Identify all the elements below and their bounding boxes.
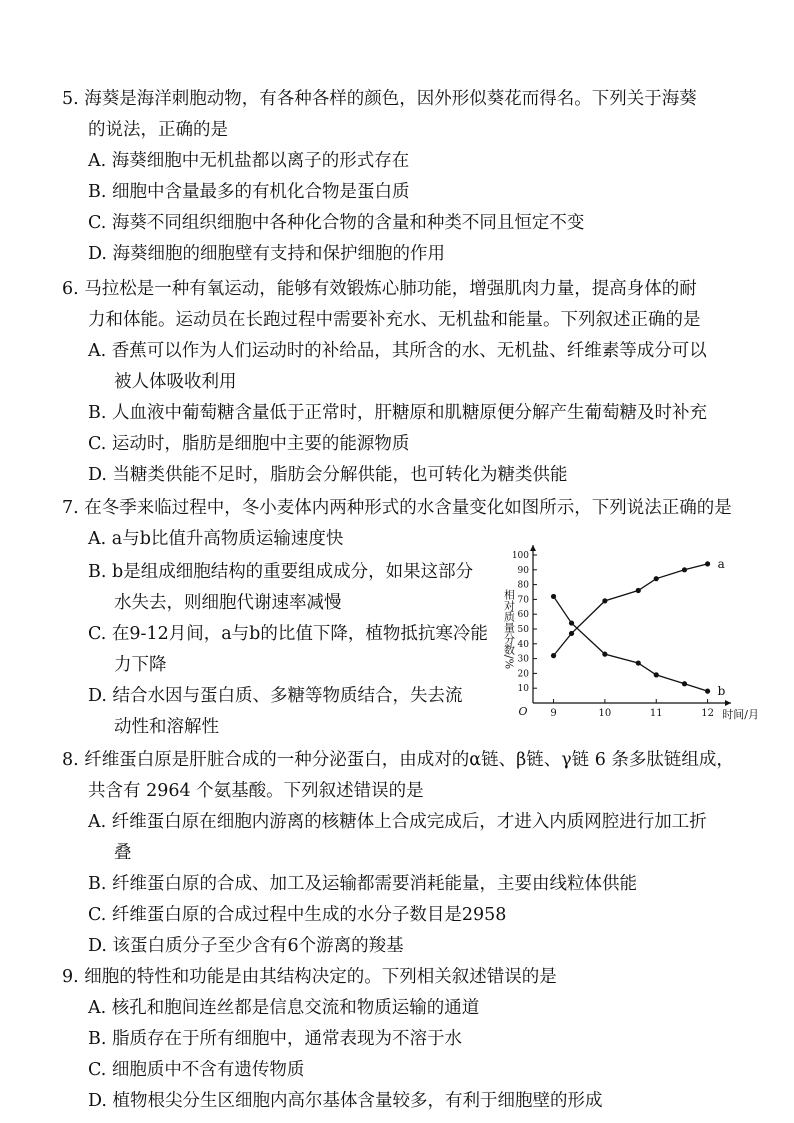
q8-option-d: D. 该蛋白质分子至少含有6个游离的羧基 [88,936,404,956]
q8-option-a-line2: 叠 [114,843,132,863]
y-tick-label: 40 [517,639,529,650]
y-axis-arrow [530,545,536,551]
q9-option-d: D. 植物根尖分生区细胞内高尔基体含量较多，有利于细胞壁的形成 [88,1091,603,1111]
q7-option-d-line1: D. 结合水因与蛋白质、多糖等物质结合，失去流 [88,686,463,706]
series-label-b: b [717,684,726,699]
q5-stem-line1: 5. 海葵是海洋刺胞动物，有各种各样的颜色，因外形似葵花而得名。下列关于海葵 [62,89,697,109]
series-point-a [551,653,556,658]
series-label-a: a [717,556,725,571]
q7-option-b-line1: B. b是组成细胞结构的重要组成成分，如果这部分 [88,562,474,582]
series-point-a [705,561,710,566]
y-tick-label: 60 [517,610,529,621]
x-tick-label: 9 [550,708,557,719]
q8-option-a-line1: A. 纤维蛋白原在细胞内游离的核糖体上合成完成后，才进入内质网腔进行加工折 [88,812,707,832]
y-tick-label: 10 [517,684,529,695]
x-axis-arrow [725,700,731,706]
series-point-a [654,576,659,581]
y-tick-label: 50 [517,625,529,635]
q6-option-c: C. 运动时，脂肪是细胞中主要的能源物质 [88,434,410,454]
water-content-chart [495,540,759,740]
y-tick-label: 90 [517,565,529,576]
q8-stem-line1: 8. 纤维蛋白原是肝脏合成的一种分泌蛋白，由成对的α链、β链、γ链 6 条多肽链组成， [62,750,734,770]
series-point-b [636,660,641,665]
q7-option-b-line2: 水失去，则细胞代谢速率减慢 [114,593,342,613]
series-line-a [554,564,708,656]
series-point-b [602,652,607,657]
series-point-b [569,620,574,625]
q5-option-d: D. 海葵细胞的细胞壁有支持和保护细胞的作用 [88,244,446,264]
q6-option-a-line2: 被人体吸收利用 [114,372,237,392]
x-tick-label: 10 [598,708,612,719]
q8-stem-line2: 共含有 2964 个氨基酸。下列叙述错误的是 [88,781,424,801]
q9-option-b: B. 脂质存在于所有细胞中，通常表现为不溶于水 [88,1029,462,1049]
q7-stem: 7. 在冬季来临过程中，冬小麦体内两种形式的水含量变化如图所示，下列说法正确的是 [62,498,732,518]
q5-option-a: A. 海葵细胞中无机盐都以离子的形式存在 [88,151,410,171]
series-point-b [705,689,710,694]
q6-stem-line1: 6. 马拉松是一种有氧运动，能够有效锻炼心肺功能，增强肌肉力量，提高身体的耐 [62,279,697,299]
series-point-a [569,631,574,636]
q8-option-b: B. 纤维蛋白原的合成、加工及运输都需要消耗能量，主要由线粒体供能 [88,874,637,894]
y-tick-label: 20 [517,669,529,680]
y-tick-label: 30 [517,654,529,665]
q9-option-c: C. 细胞质中不含有遗传物质 [88,1060,305,1080]
q9-option-a: A. 核孔和胞间连丝都是信息交流和物质运输的通道 [88,998,480,1018]
q5-option-b: B. 细胞中含量最多的有机化合物是蛋白质 [88,182,410,202]
q6-option-a-line1: A. 香蕉可以作为人们运动时的补给品，其所含的水、无机盐、纤维素等成分可以 [88,341,707,361]
series-point-a [682,567,687,572]
x-tick-label: 12 [701,708,714,719]
q6-option-d: D. 当糖类供能不足时，脂肪会分解供能，也可转化为糖类供能 [88,465,568,485]
series-point-b [654,672,659,677]
x-tick-label: 11 [649,708,663,719]
q6-option-b: B. 人血液中葡萄糖含量低于正常时，肝糖原和肌糖原便分解产生葡萄糖及时补充 [88,403,707,423]
y-tick-label: 80 [517,580,529,591]
y-axis-label: 相对质量分数/% [502,588,516,670]
series-point-b [551,594,556,599]
origin-label: O [518,705,528,718]
q5-stem-line2: 的说法，正确的是 [88,120,228,140]
y-tick-label: 100 [511,551,529,561]
series-point-b [682,681,687,686]
x-axis-label: 时间/月 [722,708,759,721]
series-point-a [602,598,607,603]
q7-option-d-line2: 动性和溶解性 [114,717,219,737]
series-line-b [554,596,708,691]
q8-option-c: C. 纤维蛋白原的合成过程中生成的水分子数目是2958 [88,905,507,925]
q7-option-c-line2: 力下降 [114,655,167,675]
series-point-a [636,588,641,593]
q6-stem-line2: 力和体能。运动员在长跑过程中需要补充水、无机盐和能量。下列叙述正确的是 [88,310,701,330]
y-tick-label: 70 [517,595,529,606]
q7-option-c-line1: C. 在9-12月间，a与b的比值下降，植物抵抗寒冷能 [88,624,488,644]
q7-option-a: A. a与b比值升高物质运输速度快 [88,529,344,549]
q9-stem: 9. 细胞的特性和功能是由其结构决定的。下列相关叙述错误的是 [62,967,557,987]
q5-option-c: C. 海葵不同组织细胞中各种化合物的含量和种类不同且恒定不变 [88,213,585,233]
